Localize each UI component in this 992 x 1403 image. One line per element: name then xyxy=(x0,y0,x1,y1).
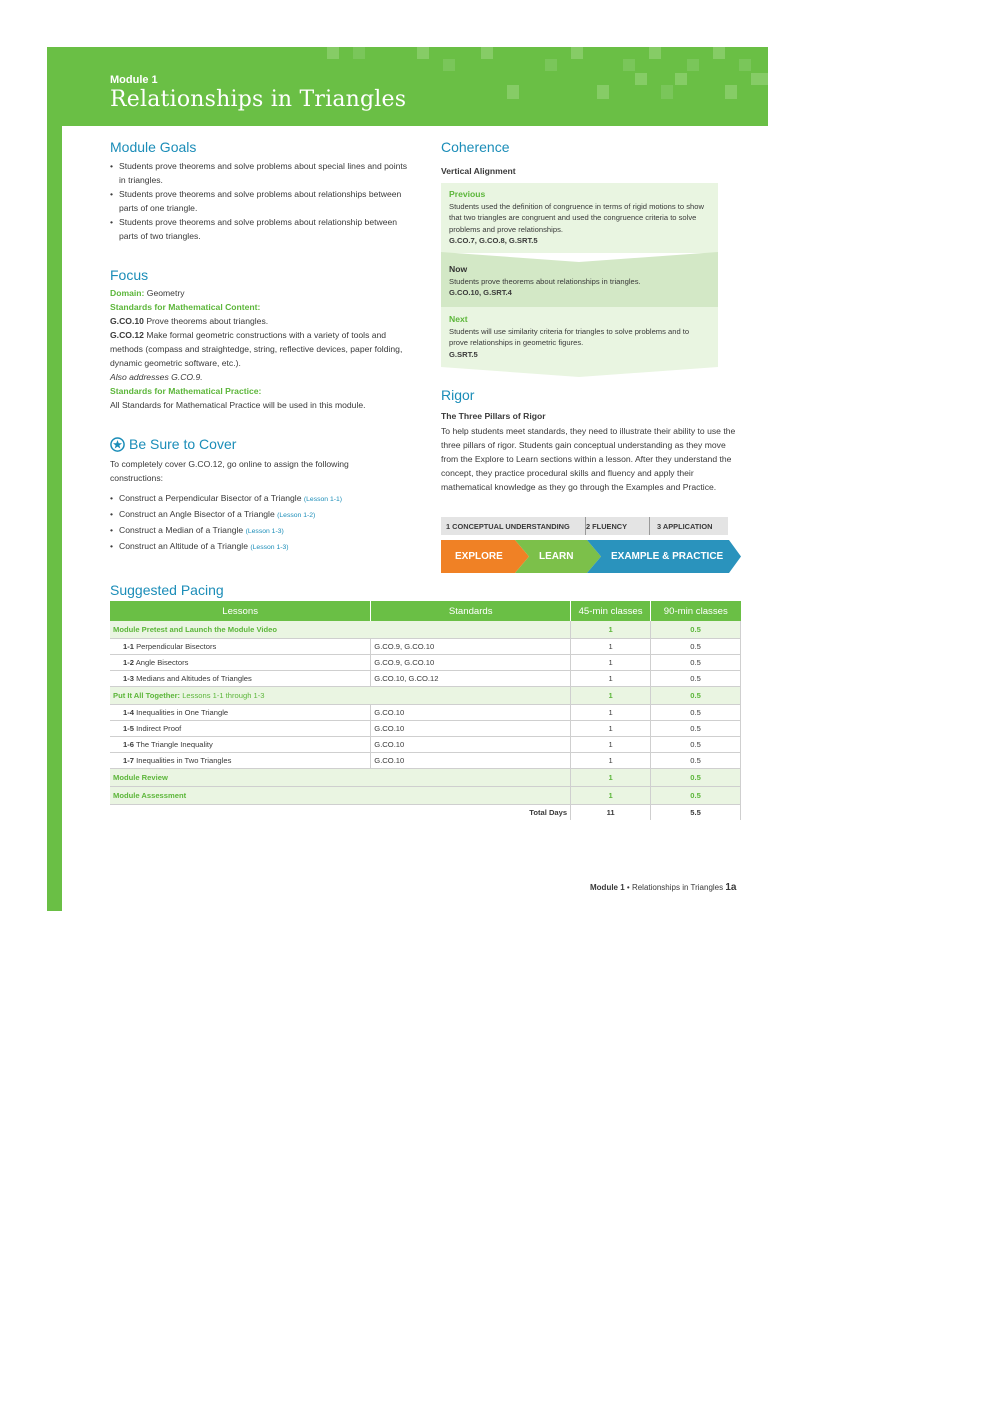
domain-value: Geometry xyxy=(146,288,185,298)
now-codes: G.CO.10, G.SRT.4 xyxy=(449,288,512,298)
table-row: Put It All Together: Lessons 1-1 through 1-3 1 0.5 xyxy=(110,687,741,705)
practice-standards-text: All Standards for Mathematical Practice will be used in this module. xyxy=(110,400,366,410)
content-standards-label: Standards for Mathematical Content: xyxy=(110,302,261,312)
next-box xyxy=(441,308,718,370)
cover-list xyxy=(110,491,420,555)
standard-code: G.CO.12 xyxy=(110,330,144,340)
next-title: Next xyxy=(449,314,468,324)
table-row: Module Review 1 0.5 xyxy=(110,769,741,787)
pillar-application: 3 APPLICATION xyxy=(657,522,713,531)
table-row: 1-4 Inequalities in One Triangle G.CO.10 1 0.5 xyxy=(110,705,741,721)
rigor-pillars-bar xyxy=(441,517,728,535)
learn-label: LEARN xyxy=(539,551,574,562)
col-standards: Standards xyxy=(371,601,571,621)
goal-item: • Students prove theorems and solve problems about special lines and points in triangles. xyxy=(110,159,410,187)
explore-label: EXPLORE xyxy=(455,551,503,562)
next-codes: G.SRT.5 xyxy=(449,349,478,359)
module-label: Module 1 xyxy=(110,74,158,86)
previous-text: Students used the definition of congruence in terms of rigid motions to show that two triangles are congruent and used the congruence criteria to solve problems and prove relationships. xyxy=(449,201,704,234)
col-90min: 90-min classes xyxy=(651,601,741,621)
cover-item: • Construct an Angle Bisector of a Triangle (Lesson 1-2) xyxy=(110,507,420,523)
previous-title: Previous xyxy=(449,189,486,199)
table-row: Module Pretest and Launch the Module Video 1 0.5 xyxy=(110,621,741,639)
footer-title: Relationships in Triangles xyxy=(631,883,724,892)
module-header xyxy=(47,47,768,126)
lesson-link[interactable]: (Lesson 1-1) xyxy=(303,496,343,503)
table-row: 1-5 Indirect Proof G.CO.10 1 0.5 xyxy=(110,721,741,737)
rigor-text: To help students meet standards, they need to illustrate their ability to use the three pillars of rigor. Students gain conceptual understanding as they move from the Explore to Learn sections within a lesson. After they understand the concept, they practice procedural skills and fluency and apply their mathematical knowledge as they go through the Examples and Practice. xyxy=(441,426,736,492)
lesson-link[interactable]: (Lesson 1-3) xyxy=(245,528,284,535)
table-row: 1-7 Inequalities in Two Triangles G.CO.10 1 0.5 xyxy=(110,753,741,769)
three-pillars-label: The Three Pillars of Rigor xyxy=(441,411,546,421)
col-45min: 45-min classes xyxy=(571,601,651,621)
be-sure-title: Be Sure to Cover xyxy=(129,436,237,452)
now-box xyxy=(441,258,718,306)
table-row: Module Assessment 1 0.5 xyxy=(110,787,741,805)
coherence-heading: Coherence xyxy=(441,139,510,155)
table-row: 1-2 Angle Bisectors G.CO.9, G.CO.10 1 0.5 xyxy=(110,655,741,671)
total-90: 5.5 xyxy=(651,805,741,821)
table-row: 1-1 Perpendicular Bisectors G.CO.9, G.CO.10 1 0.5 xyxy=(110,639,741,655)
standard-code: G.CO.10 xyxy=(110,316,144,326)
lesson-link[interactable]: (Lesson 1-3) xyxy=(250,544,289,551)
pillar-conceptual: 1 CONCEPTUAL UNDERSTANDING xyxy=(446,522,570,531)
page-footer: Module 1 • Relationships in Triangles 1a xyxy=(590,882,737,893)
cover-intro: To completely cover G.CO.12, go online to assign the following constructions: xyxy=(110,459,349,483)
goal-item: • Students prove theorems and solve problems about relationships between parts of one triangle. xyxy=(110,187,410,215)
previous-box xyxy=(441,183,718,253)
module-title: Relationships in Triangles xyxy=(110,87,407,112)
focus-body xyxy=(110,286,415,412)
total-row xyxy=(110,805,741,821)
rigor-arrows xyxy=(441,540,741,573)
star-badge-icon xyxy=(110,437,125,452)
total-label: Total Days xyxy=(371,805,571,821)
domain-label: Domain: xyxy=(110,288,145,298)
next-text: Students will use similarity criteria for triangles to solve problems and to prove relationships in geometric figures. xyxy=(449,326,690,348)
standard-text: Prove theorems about triangles. xyxy=(146,316,269,326)
pacing-heading: Suggested Pacing xyxy=(110,582,224,598)
total-45: 11 xyxy=(571,805,651,821)
cover-item: • Construct an Altitude of a Triangle (Lesson 1-3) xyxy=(110,539,420,555)
now-title: Now xyxy=(449,264,468,274)
be-sure-heading xyxy=(110,436,236,452)
col-lessons: Lessons xyxy=(110,601,371,621)
pillar-fluency: 2 FLUENCY xyxy=(586,522,628,531)
table-row: 1-3 Medians and Altitudes of Triangles G.CO.10, G.CO.12 1 0.5 xyxy=(110,671,741,687)
focus-heading: Focus xyxy=(110,267,149,283)
rigor-heading: Rigor xyxy=(441,387,475,403)
practice-standards-label: Standards for Mathematical Practice: xyxy=(110,386,262,396)
goal-item: • Students prove theorems and solve problems about relationship between parts of two triangles. xyxy=(110,215,410,243)
pacing-header-row xyxy=(110,601,741,621)
vertical-alignment-label: Vertical Alignment xyxy=(441,166,516,176)
module-goals-heading: Module Goals xyxy=(110,139,197,155)
now-text: Students prove theorems about relationships in triangles. xyxy=(449,276,641,286)
lesson-link[interactable]: (Lesson 1-2) xyxy=(277,512,316,519)
cover-item: • Construct a Perpendicular Bisector of a Triangle (Lesson 1-1) xyxy=(110,491,420,507)
standard-text: Make formal geometric constructions with a variety of tools and methods (compass and straightedge, string, reflective devices, paper folding, dynamic geometric software, etc.). xyxy=(110,330,403,368)
previous-codes: G.CO.7, G.CO.8, G.SRT.5 xyxy=(449,236,538,246)
also-addresses: Also addresses G.CO.9. xyxy=(110,372,203,382)
page-number: 1a xyxy=(725,882,737,893)
cover-item: • Construct a Median of a Triangle (Lesson 1-3) xyxy=(110,523,420,539)
module-goals-list xyxy=(110,159,410,243)
example-practice-label: EXAMPLE & PRACTICE xyxy=(611,551,724,562)
table-row: 1-6 The Triangle Inequality G.CO.10 1 0.5 xyxy=(110,737,741,753)
left-accent-bar xyxy=(47,47,62,911)
pacing-table xyxy=(110,601,741,820)
footer-module: Module 1 xyxy=(590,883,625,892)
